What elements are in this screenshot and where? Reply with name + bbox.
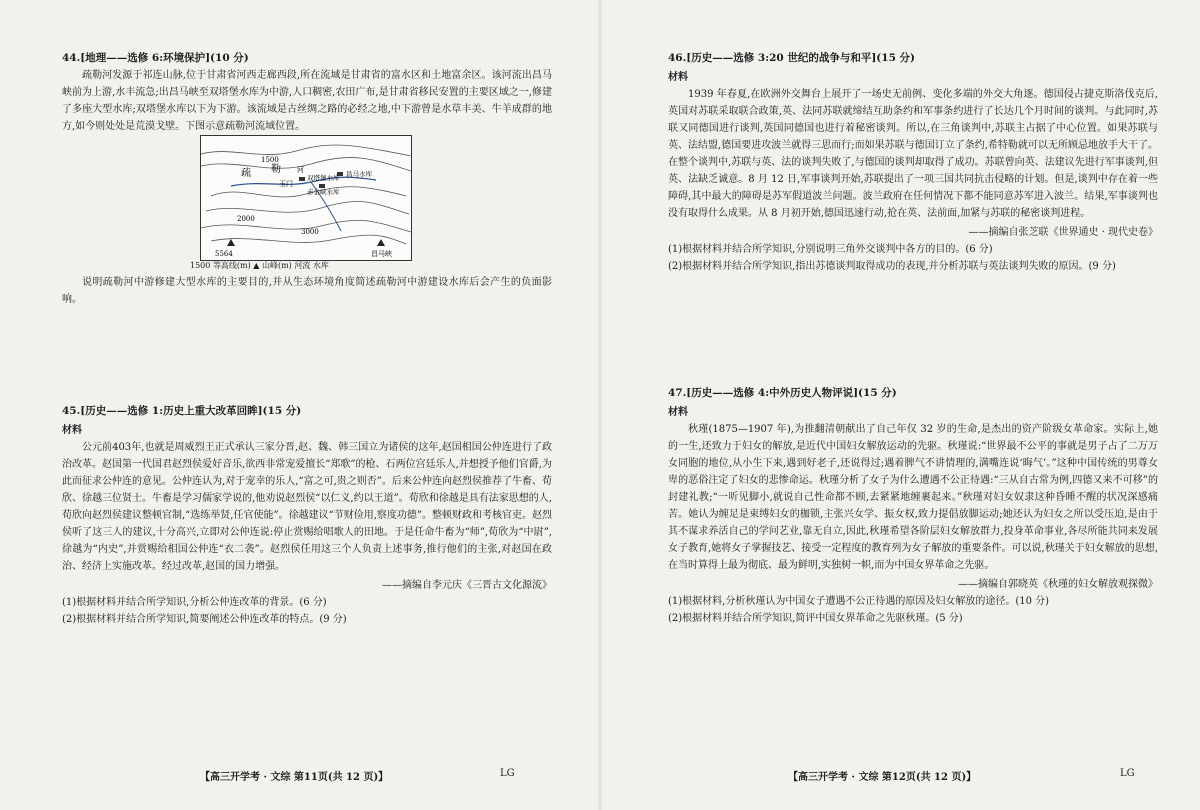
question-47-material-label: 材料 [668, 407, 688, 418]
map-label-he: 河 [297, 166, 304, 174]
map-label-contour-1500: 1500 [261, 156, 279, 164]
question-46-body: 1939 年春夏,在欧洲外交舞台上展开了一场史无前例、变化多端的外交大角逐。德国侵占捷克斯洛伐克后,英国对苏联采取联合政策,英、法同苏联就缔结互助条约和军事条约进行了长达几个月时间的谈判。与此同时,苏联又同德国进行谈判,英国同德国也进行着秘密谈判。所以,在三角谈判中,苏联主占据了中心位置。如果苏联与英、法结盟,德国要进攻波兰就得三思而行;而如果苏联与德国订立了条约,希特勒就可以无所顾忌地放手大干了。在整个谈判中,苏联与英、法的谈判失败了,与德国的谈判却取得了成功。苏联曾向英、法建议先进行军事谈判,但英、法缺乏诚意。8 月 12 日,军事谈判开始,苏联提出了一项三国共同抗击侵略的计划。但是,谈判中存在着一些障碍,其中最大的障碍是苏军假道波兰问题。波兰政府在任何情况下都不能同意苏军进入波兰。结果,军事谈判也没有取得什么成果。从 8 月初开始,德国迅速行动,抢在英、法前面,加紧与苏联的秘密谈判进程。 [668, 89, 1158, 219]
question-46-material-label: 材料 [668, 72, 688, 83]
question-47-body: 秋瑾(1875—1907 年),为推翻清朝献出了自己年仅 32 岁的生命,是杰出的资产阶级女革命家。实际上,她的一生,还致力于妇女的解放,是近代中国妇女解放运动的先驱。秋瑾说:“世界最不公平的事就是男子占了二万万女同胞的地位,从小生下来,遇到好老子,还说得过;遇着脾气不讲情理的,满嘴连说‘晦气’。”这种中国传统的男尊女卑的恶俗注定了妇女的悲惨命运。秋瑾分析了女子为什么遭遇不公正待遇:“三从自古常为例,四德又来不可移”的封建礼教;“一听见脚小,就说自己性命都不顾,去紧紧地缠裹起来。”秋瑾对妇女奴隶这种昏睡不醒的状况深感痛苦。她认为缠足是束缚妇女的枷锁,主张兴女学、振女权,致力提倡放脚运动;她还认为妇女之所以受压迫,是由于其不谋求养活自己的学问艺业,靠无自立,因此,秋瑾希望各阶层妇女解放群力,投身革命事业,各尽所能共同来发展女子教育,她将女子掌握技艺、接受一定程度的教育列为女子解放的重要条件。可以说,秋瑾关于妇女解放的思想,在当时算得上最为彻底、最为鲜明,实独树一帜,而为中国女界革命之先驱。 [668, 424, 1158, 571]
question-47-item-1: (1)根据材料,分析秋瑾认为中国女子遭遇不公正待遇的原因及妇女解放的途径。(10 分) [668, 596, 1050, 607]
map-label-contour-2000: 2000 [237, 215, 255, 223]
map-label-le: 勒 [271, 164, 281, 175]
question-45-header: 45.[历史——选修 1:历史上重大改革回眸](15 分) [62, 405, 302, 417]
question-45-item-1: (1)根据材料并结合所学知识,分析公仲连改革的背景。(6 分) [62, 597, 327, 608]
question-44-question: 说明疏勒河中游修建大型水库的主要目的,并从生态环境角度简述疏勒河中游建设水库后会产生的负面影响。 [62, 277, 552, 305]
map-label-changmaxia: 昌马峡 [371, 250, 392, 258]
question-45-body: 公元前403年,也就是周威烈王正式承认三家分晋,赵、魏、韩三国立为诸侯的这年,赵国相国公仲连进行了政治改革。赵国第一代国君赵烈侯爱好音乐,欲西非常宠爱擅长“郑歌”的枪、石两位宫廷乐人,并想授予他们官爵,为此而征求公仲连的意见。公仲连认为,对于宠幸的乐人,“富之可,贵之则否”。后来公仲连向赵烈侯推荐了牛畜、荀欣、徐越三位贤士。牛畜是学习儒家学说的,他劝说赵烈侯“以仁义,约以王道”。荀欣和徐越是具有法家思想的人,荀欣向赵烈侯建议整顿官制,“选练举贤,任官使能”。徐越建议“节财俭用,察度功德”。整顿财政和考核官吏。赵烈侯听了这三人的建议,十分高兴,立即对公仲连说:停止赏赐给唱歌人的田地。于是任命牛畜为“师”,荀欣为“中尉”,徐越为“内史”,并赏赐给相国公仲连“衣二袭”。赵烈侯任用这三个人负责上述事务,推行他们的主张,对赵国在政治、经济上实施改革。经过改革,赵国的国力增强。 [62, 442, 552, 572]
right-page-code: LG [1120, 768, 1135, 779]
right-page-footer: 【高三开学考 · 文综 第12页(共 12 页)】 [788, 772, 977, 783]
map-legend: 1500 等高线(m) ▲ 山峰(m) 河流 水库 [190, 261, 329, 270]
shule-river-map [200, 135, 412, 261]
right-page [600, 0, 1200, 810]
question-47 [668, 385, 1158, 627]
map-label-shuangtapu-reservoir: 双塔堡水库 [307, 174, 340, 182]
question-47-header: 47.[历史——选修 4:中外历史人物评说](15 分) [668, 387, 897, 399]
question-46 [668, 50, 1158, 275]
question-46-source: ——摘编自张芝联《世界通史 · 现代史卷》 [968, 227, 1158, 238]
map-label-chijinxia-reservoir: 赤金峡水库 [307, 188, 340, 196]
question-45-material-label: 材料 [62, 425, 82, 436]
map-label-changma-reservoir: 昌马水库 [346, 170, 372, 178]
question-47-item-2: (2)根据材料并结合所学知识,简评中国女界革命之先驱秋瑾。(5 分) [668, 613, 963, 624]
question-46-item-2: (2)根据材料并结合所学知识,指出苏德谈判取得成功的表现,并分析苏联与英法谈判失败的原因。(9 分) [668, 261, 1116, 272]
question-44-header: 44.[地理——选修 6:环境保护](10 分) [62, 52, 249, 64]
question-44-prompt [62, 274, 552, 308]
question-47-source: ——摘编自郭晓英《秋瑾的妇女解放观探微》 [958, 579, 1158, 590]
question-44 [62, 50, 552, 135]
question-45-source: ——摘编自李元庆《三晋古文化源流》 [382, 580, 552, 591]
question-46-header: 46.[历史——选修 3:20 世纪的战争与和平](15 分) [668, 52, 916, 64]
map-label-contour-3000: 3000 [301, 228, 319, 236]
map-label-yumen: 玉门 [279, 180, 293, 188]
left-page-code: LG [500, 768, 515, 779]
question-45 [62, 403, 552, 628]
question-45-item-2: (2)根据材料并结合所学知识,简要阐述公仲连改革的特点。(9 分) [62, 614, 347, 625]
map-drawing [201, 136, 411, 260]
left-page-footer: 【高三开学考 · 文综 第11页(共 12 页)】 [200, 772, 389, 783]
map-label-shu: 疏 [241, 168, 251, 179]
map-label-peak-5564: 5564 [215, 250, 233, 258]
question-44-body: 疏勒河发源于祁连山脉,位于甘肃省河西走廊西段,所在流域是甘肃省的富水区和土地富余区。该河流出昌马峡前为上游,水丰流急;出昌马峡至双塔堡水库为中游,人口稠密,农田广布,是甘肃省移民安置的主要区域之一,修建了多座大型水库;双塔堡水库以下为下游。该流域是古丝绸之路的必经之地,中下游曾是水草丰美、牛羊成群的地方,如今则处处是荒漠戈壁。下图示意疏勒河流域位置。 [62, 70, 552, 132]
question-46-item-1: (1)根据材料并结合所学知识,分别说明三角外交谈判中各方的目的。(6 分) [668, 244, 993, 255]
